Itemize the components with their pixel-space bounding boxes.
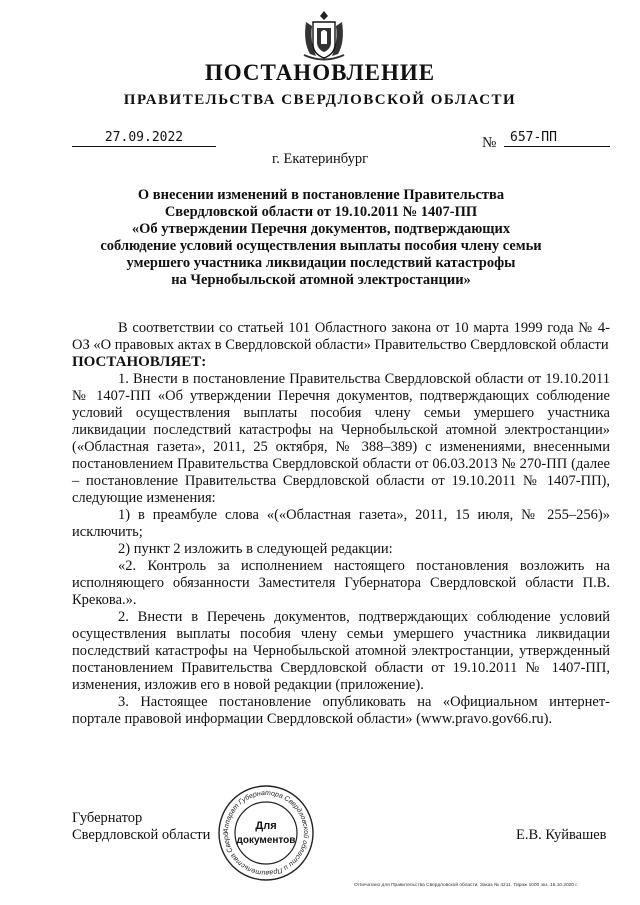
heading-line: на Чернобыльской атомной электростанции» bbox=[171, 272, 471, 288]
clause-1: 1. Внести в постановление Правительства Свердловской области от 19.10.2011 № 1407-ПП «Об утверждении Перечня документов, подтверждающих соблюдение условий осуществления выплаты пособия члену семьи умершего участника ликвидации последствий катастрофы на Чернобыльской атомной электростанции» («Областная газета», 2011, 25 октября, № 388–389) с изменениями, внесенными постановлением Правительства Свердловской области от 06.03.2013 № 270-ПП (далее – постановление Правительства Свердловской области от 19.10.2011 № 1407-ПП), следующие изменения: bbox=[72, 371, 610, 506]
signatory-name: Е.В. Куйвашев bbox=[516, 827, 607, 843]
clause-3: 3. Настоящее постановление опубликовать на «Официальном интернет-портале правовой информации Свердловской области» (www.pravo.gov66.ru). bbox=[72, 694, 610, 727]
heading-line: соблюдение условий осуществления выплаты пособия члену семьи bbox=[100, 238, 542, 254]
position-line: Свердловской области bbox=[72, 827, 211, 843]
clause-2: 2. Внести в Перечень документов, подтверждающих соблюдение условий осуществления выплаты пособия члену семьи умершего участника ликвидации последствий катастрофы на Чернобыльской атомной электростанции, утвержденный постановлением Правительства Свердловской области от 19.10.2011 № 1407-ПП, изменения, изложив его в новой редакции (приложение). bbox=[72, 609, 610, 693]
position-line: Губернатор bbox=[72, 810, 143, 826]
coat-of-arms-icon bbox=[298, 8, 350, 64]
decree-body bbox=[72, 320, 610, 728]
heading-line: Свердловской области от 19.10.2011 № 1407-ПП bbox=[164, 204, 478, 220]
decree-number: 657-ПП bbox=[504, 130, 610, 147]
signatory-position bbox=[72, 810, 210, 844]
decree-date: 27.09.2022 bbox=[72, 130, 216, 147]
heading-line: умершего участника ликвидации последствий катастрофы bbox=[126, 255, 516, 271]
intro-paragraph: В соответствии со статьей 101 Областного закона от 10 марта 1999 года № 4-ОЗ «О правовых актах в Свердловской области» Правительство Свердловской области bbox=[72, 320, 610, 353]
number-label: № bbox=[482, 135, 497, 151]
stamp-ring-text: Аппарат Губернатора Свердловской области и Правительства Сверд bbox=[222, 789, 310, 877]
clause-1-2: 2) пункт 2 изложить в следующей редакции: bbox=[118, 541, 393, 557]
decree-heading bbox=[90, 187, 552, 289]
print-note: Отпечатано для Правительства Свердловской области. Заказ № 4211. Тираж 1000 экз. 16.10.2020 г. bbox=[354, 883, 578, 888]
document-title: ПОСТАНОВЛЕНИЕ bbox=[204, 60, 436, 85]
decree-keyword: ПОСТАНОВЛЯЕТ: bbox=[72, 354, 207, 370]
stamp-center-line2: документов bbox=[236, 835, 296, 846]
city: г. Екатеринбург bbox=[271, 151, 369, 167]
clause-1-2-text: «2. Контроль за исполнением настоящего постановления возложить на исполняющего обязанности Заместителя Губернатора Свердловской области П.В. Крекова.». bbox=[72, 558, 610, 608]
stamp-center-line1: Для bbox=[255, 820, 277, 832]
heading-line: «Об утверждении Перечня документов, подтверждающих bbox=[131, 221, 511, 237]
official-stamp bbox=[203, 783, 329, 883]
clause-1-1: 1) в преамбуле слова «(«Областная газета», 2011, 15 июля, № 255–256)» исключить; bbox=[72, 507, 610, 540]
document-subtitle: ПРАВИТЕЛЬСТВА СВЕРДЛОВСКОЙ ОБЛАСТИ bbox=[123, 92, 517, 108]
heading-line: О внесении изменений в постановление Правительства bbox=[137, 187, 505, 203]
